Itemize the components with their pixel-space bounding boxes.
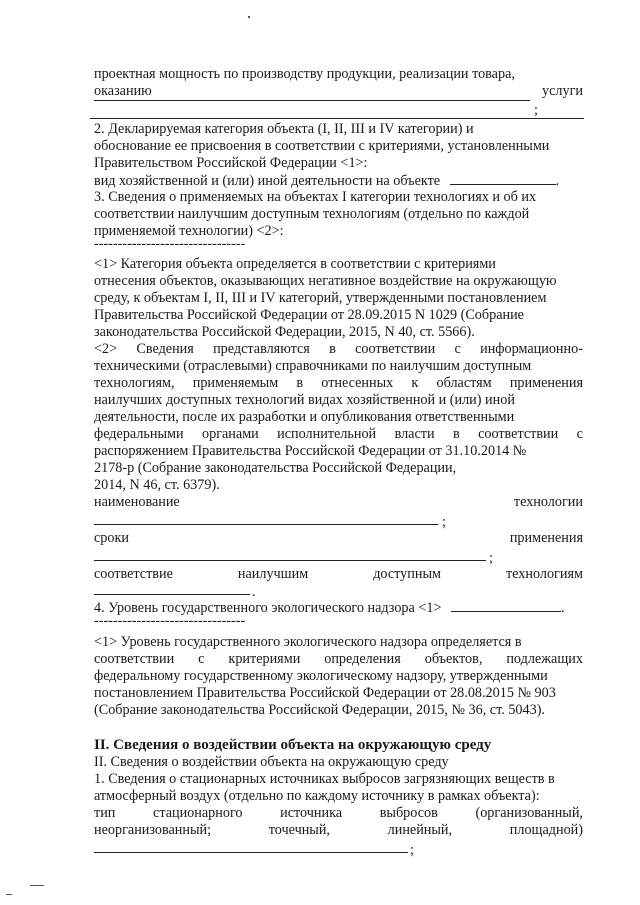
word: исполнительной (277, 426, 377, 442)
word: <2> (94, 341, 118, 357)
fill-in-line (450, 172, 556, 185)
text-line (94, 341, 583, 358)
text-line (94, 805, 583, 822)
word: критериями (228, 651, 301, 667)
fill-in-line (94, 594, 250, 595)
word: соответствие (94, 566, 173, 582)
text-line (94, 566, 583, 583)
word: подлежащих (506, 651, 583, 667)
text-fragment: ; (534, 102, 538, 118)
text-fragment: . (561, 600, 565, 616)
text-line: наилучших доступных технологий видах хозяйственной и (или) иной (94, 392, 515, 408)
text-line: обоснование ее присвоения в соответствии с критериями, установленными (94, 138, 550, 154)
word: технологиям (505, 566, 583, 582)
word: с (198, 651, 205, 667)
word: органами (202, 426, 259, 442)
word: (организованный, (475, 805, 583, 821)
word: соответствии (94, 651, 175, 667)
text-line: Правительством Российской Федерации <1>: (94, 155, 368, 171)
text-line: Правительства Российской Федерации от 28.09.2015 N 1029 (Собрание (94, 307, 524, 323)
text-line: 3. Сведения о применяемых на объектах I категории технологиях и об их (94, 189, 537, 205)
text-line: распоряжением Правительства Российской Федерации от 31.10.2014 № (94, 443, 527, 459)
text-fragment: ; (410, 842, 414, 858)
word: площадной) (509, 822, 583, 838)
word: применения (509, 375, 583, 391)
text-fragment: . (252, 584, 256, 600)
text-line: 2. Декларируемая категория объекта (I, II, III и IV категории) и (94, 121, 474, 137)
text-line (94, 530, 583, 547)
text-line: отнесения объектов, оказывающих негативное воздействие на окружающую (94, 273, 557, 289)
text-fragment: ; (442, 514, 446, 530)
text-line: законодательства Российской Федерации, 2015, N 40, ст. 5566). (94, 324, 475, 340)
word: соответствии (355, 341, 436, 357)
word: применяемым (192, 375, 279, 391)
fill-in-line (94, 852, 408, 853)
text-fragment: наименование (94, 494, 180, 510)
text-line: применяемой технологии) <2>: (94, 223, 284, 239)
word: доступным (373, 566, 441, 582)
word: в (296, 375, 304, 391)
text-line (94, 172, 559, 190)
text-line: 1. Сведения о стационарных источниках выбросов загрязняющих веществ в (94, 771, 555, 787)
scan-mark (30, 885, 44, 886)
word: в (329, 341, 336, 357)
section-heading: II. Сведения о воздействии объекта на окружающую среду (94, 737, 492, 753)
word: информационно- (480, 341, 583, 357)
word: тип (94, 805, 116, 821)
text-line: проектная мощность по производству продукции, реализации товара, (94, 66, 515, 82)
scan-mark (6, 894, 12, 895)
text-fragment: применения (509, 530, 583, 546)
text-fragment: 4. Уровень государственного экологического надзора <1> (94, 600, 442, 616)
text-line: II. Сведения о воздействии объекта на окружающую среду (94, 754, 449, 770)
word: в (452, 426, 460, 442)
scan-speck (248, 16, 250, 18)
text-fragment: . (555, 173, 560, 189)
text-fragment: услуги (542, 83, 583, 99)
word: федеральными (94, 426, 184, 442)
text-line: среду, к объектам I, II, III и IV категорий, утвержденными постановлением (94, 290, 547, 306)
word: определения (324, 651, 401, 667)
text-line: техническими (отраслевыми) справочниками по наилучшим доступным (94, 358, 532, 374)
text-line: <1> Категория объекта определяется в соответствии с критериями (94, 256, 496, 272)
text-line: деятельности, после их разработки и опубликования ответственными (94, 409, 515, 425)
word: линейный, (387, 822, 453, 838)
text-fragment: сроки (94, 530, 129, 546)
word: выбросов (379, 805, 438, 821)
word: к (411, 375, 419, 391)
word: технологиям, (94, 375, 175, 391)
footnote-separator: -------------------------------- (94, 613, 246, 629)
text-line: атмосферный воздух (отдельно по каждому источнику в рамках объекта): (94, 788, 540, 804)
word: представляются (213, 341, 310, 357)
text-line: соответствии наилучшим доступным технологиям (отдельно по каждой (94, 206, 530, 222)
text-line (94, 651, 583, 668)
fill-in-line (94, 524, 438, 525)
word: источника (280, 805, 343, 821)
text-line: <1> Уровень государственного экологического надзора определяется в (94, 634, 522, 650)
word: соответствии (478, 426, 559, 442)
text-line: 2014, N 46, ст. 6379). (94, 477, 220, 493)
text-line (94, 426, 583, 443)
text-line (94, 375, 583, 392)
fill-in-line (451, 599, 561, 612)
fill-in-line (94, 560, 486, 561)
text-line: (Собрание законодательства Российской Федерации, 2015, № 36, ст. 5043). (94, 702, 545, 718)
word: власти (394, 426, 435, 442)
word: объектов, (424, 651, 483, 667)
fill-in-line (94, 100, 530, 101)
text-fragment: технологии (513, 494, 583, 510)
word: Сведения (136, 341, 194, 357)
divider-line (90, 118, 584, 119)
text-line (94, 494, 583, 511)
text-fragment: оказанию (94, 83, 152, 99)
footnote-separator: -------------------------------- (94, 236, 246, 252)
word: стационарного (153, 805, 243, 821)
word: отнесенных (321, 375, 394, 391)
text-fragment: ; (489, 550, 493, 566)
text-line: 2178-р (Собрание законодательства Российской Федерации, (94, 460, 457, 476)
text-line (94, 83, 583, 100)
word: точечный, (268, 822, 330, 838)
text-fragment: вид хозяйственной и (или) иной деятельности на объекте (94, 173, 441, 189)
word: областям (436, 375, 492, 391)
text-line: федеральному государственному экологическому надзору, утвержденными (94, 668, 548, 684)
word: с (576, 426, 583, 442)
text-line (94, 822, 583, 839)
text-line: постановлением Правительства Российской Федерации от 28.08.2015 № 903 (94, 685, 556, 701)
word: наилучшим (237, 566, 309, 582)
word: неорганизованный; (94, 822, 212, 838)
word: с (454, 341, 461, 357)
